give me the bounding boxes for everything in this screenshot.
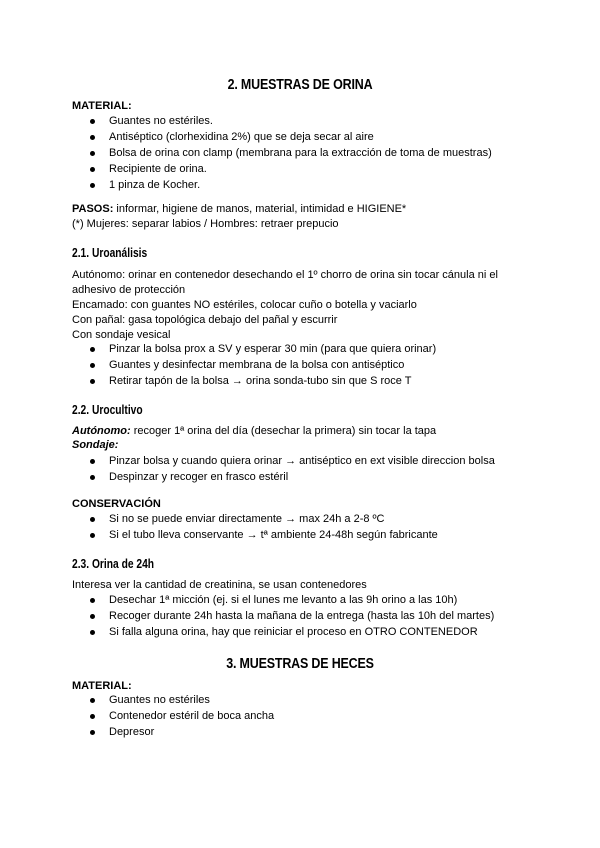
orina-24h-item: Desechar 1ª micción (ej. si el lunes me levanto a las 9h orino a las 10h) xyxy=(109,594,458,606)
uroanalisis-line: adhesivo de protección xyxy=(72,284,186,296)
bullet-icon xyxy=(90,533,95,538)
heces-material-item: Guantes no estériles xyxy=(109,694,210,706)
bullet-icon xyxy=(90,119,95,124)
autonomo-line xyxy=(72,424,436,438)
bullet-icon xyxy=(90,698,95,703)
material-item: Guantes no estériles. xyxy=(109,115,213,127)
orina-24h-item: Si falla alguna orina, hay que reiniciar el proceso en OTRO CONTENEDOR xyxy=(109,626,478,638)
sondaje-label: Sondaje: xyxy=(72,439,119,451)
section-2-title: 2. MUESTRAS DE ORINA xyxy=(227,77,373,93)
section-3-title: 3. MUESTRAS DE HECES xyxy=(226,656,374,672)
uroanalisis-line: Con sondaje vesical xyxy=(72,329,171,341)
subsection-2-1-title: 2.1. Uroanálisis xyxy=(72,246,148,260)
material-item: Bolsa de orina con clamp (membrana para la extracción de toma de muestras) xyxy=(109,147,492,159)
conservacion-label: CONSERVACIÓN xyxy=(72,498,161,510)
pasos-note: (*) Mujeres: separar labios / Hombres: retraer prepucio xyxy=(72,218,339,230)
heces-material-item: Contenedor estéril de boca ancha xyxy=(109,710,275,722)
bullet-icon xyxy=(90,630,95,635)
bullet-icon xyxy=(90,730,95,735)
material-item: 1 pinza de Kocher. xyxy=(109,179,201,191)
bullet-icon xyxy=(90,614,95,619)
material-item: Recipiente de orina. xyxy=(109,163,207,175)
autonomo-label: Autónomo: xyxy=(72,425,131,437)
bullet-icon xyxy=(90,459,95,464)
bullet-icon xyxy=(90,598,95,603)
conservacion-item: Si el tubo lleva conservante → tª ambiente 24-48h según fabricante xyxy=(109,529,438,541)
bullet-icon xyxy=(90,167,95,172)
uroanalisis-line: Encamado: con guantes NO estériles, colocar cuño o botella y vaciarlo xyxy=(72,299,417,311)
autonomo-text: recoger 1ª orina del día (desechar la primera) sin tocar la tapa xyxy=(130,425,437,437)
uroanalisis-item: Guantes y desinfectar membrana de la bolsa con antiséptico xyxy=(109,359,405,371)
bullet-icon xyxy=(90,347,95,352)
uroanalisis-line: Con pañal: gasa topológica debajo del pañal y escurrir xyxy=(72,314,338,326)
bullet-icon xyxy=(90,151,95,156)
bullet-icon xyxy=(90,379,95,384)
bullet-icon xyxy=(90,363,95,368)
orina-24h-item: Recoger durante 24h hasta la mañana de la entrega (hasta las 10h del martes) xyxy=(109,610,495,622)
pasos-label: PASOS: xyxy=(72,203,114,215)
subsection-2-3-title: 2.3. Orina de 24h xyxy=(72,557,155,571)
bullet-icon xyxy=(90,517,95,522)
uroanalisis-item: Retirar tapón de la bolsa → orina sonda-tubo sin que S roce T xyxy=(109,375,412,387)
bullet-icon xyxy=(90,475,95,480)
bullet-icon xyxy=(90,183,95,188)
pasos-text: informar, higiene de manos, material, intimidad e HIGIENE* xyxy=(113,203,407,215)
uroanalisis-line: Autónomo: orinar en contenedor desechando el 1º chorro de orina sin tocar cánula ni el xyxy=(72,269,498,281)
pasos-line xyxy=(72,202,406,216)
conservacion-item: Si no se puede enviar directamente → max 24h a 2-8 ºC xyxy=(109,513,385,525)
urocultivo-item: Pinzar bolsa y cuando quiera orinar → antiséptico en ext visible direccion bolsa xyxy=(109,455,495,467)
bullet-icon xyxy=(90,135,95,140)
subsection-2-2-title: 2.2. Urocultivo xyxy=(72,403,143,417)
orina-24h-intro: Interesa ver la cantidad de creatinina, se usan contenedores xyxy=(72,579,367,591)
material-label: MATERIAL: xyxy=(72,680,132,692)
material-label: MATERIAL: xyxy=(72,100,132,112)
heces-material-item: Depresor xyxy=(109,726,155,738)
material-item: Antiséptico (clorhexidina 2%) que se deja secar al aire xyxy=(109,131,374,143)
bullet-icon xyxy=(90,714,95,719)
uroanalisis-item: Pinzar la bolsa prox a SV y esperar 30 min (para que quiera orinar) xyxy=(109,343,437,355)
urocultivo-item: Despinzar y recoger en frasco estéril xyxy=(109,471,289,483)
